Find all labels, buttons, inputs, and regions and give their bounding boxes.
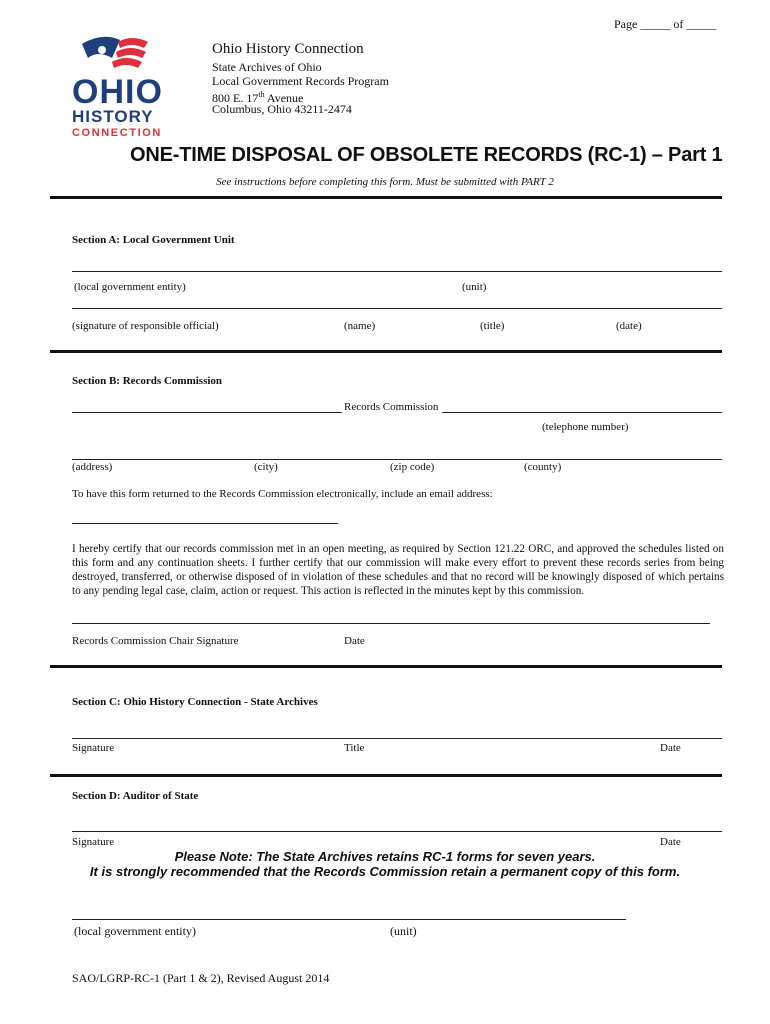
bottom-entity-line[interactable] — [72, 919, 626, 920]
entity-label: (local government entity) — [74, 281, 186, 293]
form-subtitle: See instructions before completing this form. Must be submitted with PART 2 — [216, 176, 554, 188]
form-footer: SAO/LGRP-RC-1 (Part 1 & 2), Revised August 2014 — [72, 971, 330, 985]
records-commission-label: Records Commission — [344, 401, 439, 413]
bottom-unit-label: (unit) — [390, 924, 417, 938]
retention-note-line-2: It is strongly recommended that the Records Commission retain a permanent copy of this form. — [89, 864, 681, 879]
street-superscript: th — [258, 90, 265, 99]
divider — [50, 774, 722, 777]
county-label: (county) — [524, 461, 562, 473]
section-b-heading: Section B: Records Commission — [72, 375, 223, 387]
section-c-heading: Section C: Ohio History Connection - State Archives — [72, 696, 318, 708]
email-prompt: To have this form returned to the Records Commission electronically, include an email address: — [72, 488, 493, 500]
certification-statement: I hereby certify that our records commission met in an open meeting, as required by Section 121.22 ORC, and approved the schedules listed on this form and any continuation sheets. I further certify that our commission will make every effort to prevent these records series from being destroyed, transferred, or otherwise disposed of in violation of these schedules and that no record will be knowingly disposed of which pertains to any pending legal case, claim, action or request. This action is reflected in the minutes kept by this commission. — [72, 543, 724, 597]
logo-word-connection: CONNECTION — [72, 127, 162, 139]
archives-signature-label: Signature — [72, 742, 115, 754]
logo-word-history: HISTORY — [72, 107, 154, 126]
logo-word-ohio: OHIO — [72, 73, 163, 111]
city-line: Columbus, Ohio 43211-2474 — [212, 102, 352, 116]
street-number: 800 E. 17 — [212, 91, 259, 105]
signature-label: (signature of responsible official) — [72, 320, 219, 332]
auditor-signature-label: Signature — [72, 836, 115, 848]
date-label: (date) — [616, 320, 642, 332]
signature-line[interactable] — [72, 308, 722, 309]
telephone-label: (telephone number) — [542, 421, 629, 433]
address-line-2: Local Government Records Program — [212, 74, 389, 88]
zip-label: (zip code) — [390, 461, 435, 473]
auditor-date-label: Date — [660, 836, 681, 848]
commission-phone-line[interactable] — [442, 412, 722, 413]
address-line-1: State Archives of Ohio — [212, 60, 322, 74]
section-d-heading: Section D: Auditor of State — [72, 790, 199, 802]
bottom-entity-label: (local government entity) — [74, 924, 196, 938]
divider — [50, 196, 722, 199]
chair-signature-label: Records Commission Chair Signature — [72, 635, 239, 647]
archives-title-label: Title — [344, 742, 365, 754]
email-line[interactable] — [72, 523, 338, 524]
divider — [50, 350, 722, 353]
entity-unit-line[interactable] — [72, 271, 722, 272]
form-title: ONE-TIME DISPOSAL OF OBSOLETE RECORDS (RC-1) – Part 1 — [130, 144, 723, 166]
section-a-heading: Section A: Local Government Unit — [72, 234, 235, 246]
divider — [50, 665, 722, 668]
name-label: (name) — [344, 320, 376, 332]
auditor-signature-line[interactable] — [72, 831, 722, 832]
page-counter: Page _____ of _____ — [614, 17, 717, 31]
retention-note-line-1: Please Note: The State Archives retains RC-1 forms for seven years. — [174, 849, 596, 864]
archives-signature-line[interactable] — [72, 738, 722, 739]
unit-label: (unit) — [462, 281, 487, 293]
address-label: (address) — [72, 461, 113, 473]
chair-signature-line[interactable] — [72, 623, 710, 624]
title-label: (title) — [480, 320, 505, 332]
chair-date-label: Date — [344, 635, 365, 647]
commission-name-line[interactable] — [72, 412, 342, 413]
archives-date-label: Date — [660, 742, 681, 754]
city-label: (city) — [254, 461, 278, 473]
org-name: Ohio History Connection — [212, 41, 364, 57]
street-suffix: Avenue — [264, 91, 304, 105]
address-line[interactable] — [72, 459, 722, 460]
